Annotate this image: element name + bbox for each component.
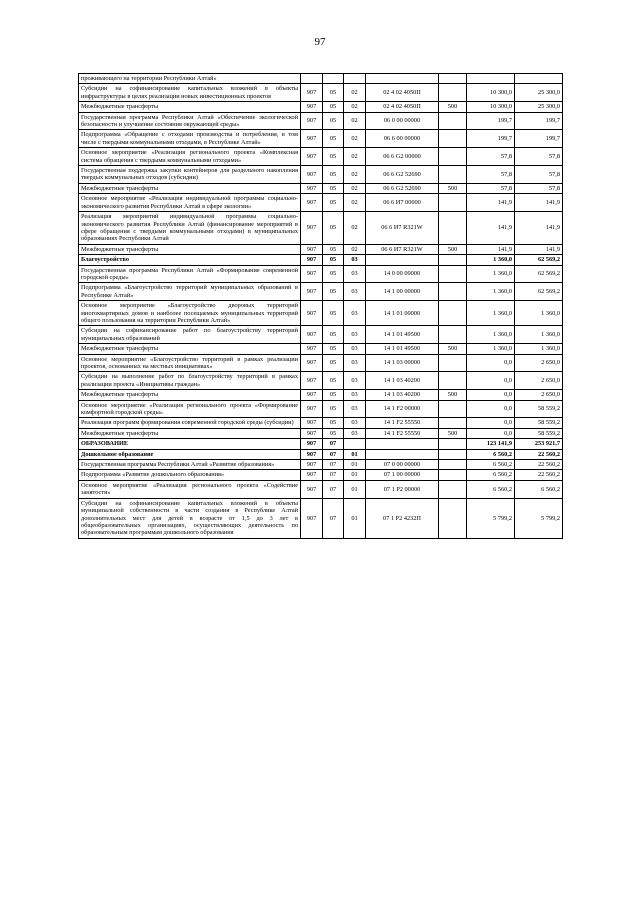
row-amount-year1-cell: 57,8 bbox=[467, 183, 515, 193]
row-name-cell: Государственная поддержка закупки контейнеров для раздельного накопления твердых коммунальных отходов (субсидии) bbox=[79, 166, 301, 184]
row-target-article-cell: 14 1 03 40200 bbox=[366, 390, 439, 400]
row-subsection-cell: 03 bbox=[344, 326, 366, 344]
table-row bbox=[79, 283, 563, 301]
table-row bbox=[79, 148, 563, 166]
row-amount-year2-cell: 2 650,0 bbox=[515, 372, 563, 390]
row-subsection-cell: 02 bbox=[344, 112, 366, 130]
row-grbs-cell: 907 bbox=[301, 439, 323, 449]
row-expense-type-cell bbox=[439, 480, 467, 498]
row-amount-year2-cell: 5 799,2 bbox=[515, 498, 563, 538]
row-amount-year2-cell: 57,8 bbox=[515, 148, 563, 166]
row-amount-year1-cell: 123 141,9 bbox=[467, 439, 515, 449]
row-grbs-cell: 907 bbox=[301, 498, 323, 538]
row-target-article-cell: 02 4 02 4050П bbox=[366, 84, 439, 102]
row-target-article-cell: 07 0 00 00000 bbox=[366, 460, 439, 470]
row-amount-year1-cell: 1 360,0 bbox=[467, 265, 515, 283]
row-expense-type-cell bbox=[439, 255, 467, 265]
row-expense-type-cell bbox=[439, 449, 467, 459]
row-name-cell: Подпрограмма «Развитие дошкольного образования» bbox=[79, 470, 301, 480]
row-grbs-cell bbox=[301, 74, 323, 84]
row-subsection-cell: 01 bbox=[344, 460, 366, 470]
row-section-cell: 05 bbox=[323, 265, 344, 283]
row-amount-year1-cell: 10 300,0 bbox=[467, 84, 515, 102]
row-section-cell: 05 bbox=[323, 326, 344, 344]
row-expense-type-cell bbox=[439, 148, 467, 166]
row-grbs-cell: 907 bbox=[301, 460, 323, 470]
table-row bbox=[79, 84, 563, 102]
row-grbs-cell: 907 bbox=[301, 102, 323, 112]
table-row bbox=[79, 112, 563, 130]
row-subsection-cell: 03 bbox=[344, 390, 366, 400]
row-amount-year2-cell: 62 569,2 bbox=[515, 265, 563, 283]
row-expense-type-cell bbox=[439, 74, 467, 84]
row-amount-year2-cell: 57,8 bbox=[515, 166, 563, 184]
row-grbs-cell: 907 bbox=[301, 148, 323, 166]
row-amount-year1-cell: 1 360,0 bbox=[467, 326, 515, 344]
row-expense-type-cell bbox=[439, 84, 467, 102]
row-expense-type-cell bbox=[439, 470, 467, 480]
row-grbs-cell: 907 bbox=[301, 301, 323, 326]
row-grbs-cell: 907 bbox=[301, 255, 323, 265]
table-row bbox=[79, 183, 563, 193]
row-amount-year1-cell: 1 360,0 bbox=[467, 344, 515, 354]
row-subsection-cell: 03 bbox=[344, 418, 366, 428]
table-row bbox=[79, 372, 563, 390]
row-grbs-cell: 907 bbox=[301, 390, 323, 400]
row-subsection-cell: 02 bbox=[344, 183, 366, 193]
row-grbs-cell: 907 bbox=[301, 244, 323, 254]
row-amount-year1-cell: 5 799,2 bbox=[467, 498, 515, 538]
table-row bbox=[79, 439, 563, 449]
row-target-article-cell: 14 1 F2 55550 bbox=[366, 418, 439, 428]
table-row bbox=[79, 460, 563, 470]
row-target-article-cell: 14 0 00 00000 bbox=[366, 265, 439, 283]
table-row bbox=[79, 390, 563, 400]
row-name-cell: Государственная программа Республики Алтай «Формирование современной городской среды» bbox=[79, 265, 301, 283]
row-section-cell: 05 bbox=[323, 102, 344, 112]
row-name-cell: Основное мероприятие «Реализация регионального проекта «Комплексная система обращения с твердыми коммунальными отходами» bbox=[79, 148, 301, 166]
row-amount-year1-cell: 141,9 bbox=[467, 244, 515, 254]
row-amount-year1-cell: 141,9 bbox=[467, 212, 515, 245]
row-grbs-cell: 907 bbox=[301, 326, 323, 344]
row-subsection-cell: 02 bbox=[344, 194, 366, 212]
table-row bbox=[79, 244, 563, 254]
row-target-article-cell: 14 1 01 49500 bbox=[366, 344, 439, 354]
row-section-cell: 07 bbox=[323, 460, 344, 470]
row-amount-year1-cell bbox=[467, 74, 515, 84]
row-section-cell: 05 bbox=[323, 428, 344, 438]
row-section-cell: 05 bbox=[323, 344, 344, 354]
row-subsection-cell: 02 bbox=[344, 166, 366, 184]
row-grbs-cell: 907 bbox=[301, 372, 323, 390]
budget-table bbox=[78, 73, 563, 539]
row-amount-year2-cell: 1 360,0 bbox=[515, 326, 563, 344]
row-subsection-cell: 02 bbox=[344, 212, 366, 245]
row-expense-type-cell bbox=[439, 265, 467, 283]
row-name-cell: Благоустройство bbox=[79, 255, 301, 265]
row-name-cell: Основное мероприятие «Благоустройство территорий в рамках реализации проектов, основанных на местных инициативах» bbox=[79, 354, 301, 372]
row-amount-year1-cell: 6 560,2 bbox=[467, 449, 515, 459]
row-expense-type-cell bbox=[439, 439, 467, 449]
row-section-cell: 05 bbox=[323, 194, 344, 212]
row-section-cell: 05 bbox=[323, 183, 344, 193]
row-amount-year1-cell: 1 360,0 bbox=[467, 283, 515, 301]
table-row bbox=[79, 74, 563, 84]
row-grbs-cell: 907 bbox=[301, 344, 323, 354]
row-expense-type-cell: 500 bbox=[439, 183, 467, 193]
row-subsection-cell: 03 bbox=[344, 283, 366, 301]
row-target-article-cell bbox=[366, 439, 439, 449]
table-row bbox=[79, 428, 563, 438]
row-grbs-cell: 907 bbox=[301, 212, 323, 245]
row-amount-year1-cell: 141,9 bbox=[467, 194, 515, 212]
table-row bbox=[79, 212, 563, 245]
row-subsection-cell: 02 bbox=[344, 244, 366, 254]
row-amount-year2-cell: 2 650,0 bbox=[515, 354, 563, 372]
row-expense-type-cell bbox=[439, 130, 467, 148]
row-grbs-cell: 907 bbox=[301, 470, 323, 480]
row-section-cell: 05 bbox=[323, 212, 344, 245]
row-amount-year2-cell: 253 921,7 bbox=[515, 439, 563, 449]
row-expense-type-cell: 500 bbox=[439, 428, 467, 438]
row-amount-year1-cell: 0,0 bbox=[467, 354, 515, 372]
row-subsection-cell: 01 bbox=[344, 470, 366, 480]
row-subsection-cell: 02 bbox=[344, 84, 366, 102]
row-section-cell bbox=[323, 74, 344, 84]
row-section-cell: 07 bbox=[323, 470, 344, 480]
row-subsection-cell: 01 bbox=[344, 449, 366, 459]
row-amount-year2-cell: 62 569,2 bbox=[515, 283, 563, 301]
row-target-article-cell: 06 0 00 00000 bbox=[366, 112, 439, 130]
row-target-article-cell: 06 6 G2 52690 bbox=[366, 183, 439, 193]
row-subsection-cell: 03 bbox=[344, 400, 366, 418]
row-name-cell: Межбюджетные трансферты bbox=[79, 428, 301, 438]
row-name-cell: Основное мероприятие «Реализация регионального проекта «Формирование комфортной городской среды» bbox=[79, 400, 301, 418]
row-name-cell: Основное мероприятие «Реализация индивидуальной программы социально-экономического развития Республики Алтай в сфере экологии» bbox=[79, 194, 301, 212]
row-grbs-cell: 907 bbox=[301, 84, 323, 102]
row-target-article-cell: 14 1 03 00000 bbox=[366, 354, 439, 372]
row-amount-year1-cell: 57,8 bbox=[467, 166, 515, 184]
budget-table-body bbox=[79, 74, 563, 539]
row-expense-type-cell bbox=[439, 354, 467, 372]
row-expense-type-cell bbox=[439, 460, 467, 470]
row-target-article-cell: 06 6 00 00000 bbox=[366, 130, 439, 148]
row-name-cell: ОБРАЗОВАНИЕ bbox=[79, 439, 301, 449]
row-name-cell: Субсидии на выполнение работ по благоустройству территорий в рамках реализации проекта «Инициативы граждан» bbox=[79, 372, 301, 390]
table-row bbox=[79, 354, 563, 372]
table-row bbox=[79, 194, 563, 212]
row-grbs-cell: 907 bbox=[301, 283, 323, 301]
row-amount-year2-cell: 58 559,2 bbox=[515, 400, 563, 418]
row-subsection-cell: 03 bbox=[344, 354, 366, 372]
row-amount-year1-cell: 0,0 bbox=[467, 428, 515, 438]
row-target-article-cell: 06 6 И7 R321W bbox=[366, 212, 439, 245]
row-amount-year1-cell: 6 560,2 bbox=[467, 470, 515, 480]
row-amount-year2-cell: 1 360,0 bbox=[515, 344, 563, 354]
row-target-article-cell: 02 4 02 4050П bbox=[366, 102, 439, 112]
row-amount-year2-cell: 1 360,0 bbox=[515, 301, 563, 326]
row-amount-year2-cell: 25 300,0 bbox=[515, 102, 563, 112]
row-section-cell: 05 bbox=[323, 301, 344, 326]
row-name-cell: Подпрограмма «Благоустройство территорий муниципальных образований в Республике Алтай» bbox=[79, 283, 301, 301]
row-section-cell: 05 bbox=[323, 244, 344, 254]
row-name-cell: Субсидии на софинансирование работ по благоустройству территорий муниципальных образований bbox=[79, 326, 301, 344]
row-amount-year2-cell: 22 560,2 bbox=[515, 449, 563, 459]
row-expense-type-cell bbox=[439, 194, 467, 212]
row-grbs-cell: 907 bbox=[301, 428, 323, 438]
row-amount-year2-cell: 141,9 bbox=[515, 244, 563, 254]
row-amount-year2-cell: 199,7 bbox=[515, 112, 563, 130]
row-name-cell: Дошкольное образование bbox=[79, 449, 301, 459]
row-name-cell: Реализация мероприятий индивидуальной программы социально-экономического развития Республики Алтай (финансирование мероприятий в сфере обращения с твердыми коммунальными отходами) в муниципальных образованиях Республики Алтай bbox=[79, 212, 301, 245]
row-grbs-cell: 907 bbox=[301, 418, 323, 428]
row-expense-type-cell bbox=[439, 301, 467, 326]
table-row bbox=[79, 470, 563, 480]
table-row bbox=[79, 449, 563, 459]
table-row bbox=[79, 400, 563, 418]
row-expense-type-cell: 500 bbox=[439, 244, 467, 254]
row-section-cell: 05 bbox=[323, 166, 344, 184]
row-target-article-cell bbox=[366, 255, 439, 265]
table-row bbox=[79, 130, 563, 148]
row-section-cell: 05 bbox=[323, 418, 344, 428]
row-subsection-cell: 03 bbox=[344, 344, 366, 354]
row-name-cell: Реализация программ формирования современной городской среды (субсидии) bbox=[79, 418, 301, 428]
row-target-article-cell: 07 1 00 00000 bbox=[366, 470, 439, 480]
row-amount-year2-cell: 2 650,0 bbox=[515, 390, 563, 400]
row-expense-type-cell bbox=[439, 166, 467, 184]
row-section-cell: 05 bbox=[323, 400, 344, 418]
row-amount-year2-cell: 58 559,2 bbox=[515, 418, 563, 428]
row-expense-type-cell: 500 bbox=[439, 102, 467, 112]
table-row bbox=[79, 301, 563, 326]
row-amount-year2-cell: 58 559,2 bbox=[515, 428, 563, 438]
row-expense-type-cell bbox=[439, 372, 467, 390]
row-target-article-cell: 14 1 00 00000 bbox=[366, 283, 439, 301]
row-target-article-cell: 14 1 F2 55550 bbox=[366, 428, 439, 438]
row-grbs-cell: 907 bbox=[301, 112, 323, 130]
row-amount-year1-cell: 10 300,0 bbox=[467, 102, 515, 112]
row-target-article-cell: 06 6 И7 R321W bbox=[366, 244, 439, 254]
row-subsection-cell: 03 bbox=[344, 301, 366, 326]
row-expense-type-cell bbox=[439, 326, 467, 344]
row-target-article-cell: 14 1 F2 00000 bbox=[366, 400, 439, 418]
row-amount-year2-cell bbox=[515, 74, 563, 84]
row-name-cell: проживающего на территории Республики Алтай» bbox=[79, 74, 301, 84]
row-subsection-cell: 02 bbox=[344, 102, 366, 112]
row-target-article-cell: 07 1 P2 4232П bbox=[366, 498, 439, 538]
row-target-article-cell: 14 1 03 40200 bbox=[366, 372, 439, 390]
row-subsection-cell: 02 bbox=[344, 148, 366, 166]
row-amount-year2-cell: 62 569,2 bbox=[515, 255, 563, 265]
row-name-cell: Субсидии на софинансирование капитальных вложений в объекты муниципальной собственности в части создания в Республике Алтай дополнительных мест для детей в возрасте от 1,5 до 3 лет в общеобразовательных организациях, осуществляющих деятельность по образовательным программам дошкольного образования bbox=[79, 498, 301, 538]
row-expense-type-cell bbox=[439, 283, 467, 301]
table-row bbox=[79, 498, 563, 538]
row-grbs-cell: 907 bbox=[301, 130, 323, 148]
row-target-article-cell: 06 6 И7 00000 bbox=[366, 194, 439, 212]
row-amount-year1-cell: 57,8 bbox=[467, 148, 515, 166]
row-name-cell: Государственная программа Республики Алтай «Обеспечение экологической безопасности и улучшение состояния окружающей среды» bbox=[79, 112, 301, 130]
row-name-cell: Межбюджетные трансферты bbox=[79, 102, 301, 112]
row-section-cell: 05 bbox=[323, 354, 344, 372]
row-target-article-cell bbox=[366, 449, 439, 459]
table-row bbox=[79, 166, 563, 184]
table-row bbox=[79, 480, 563, 498]
row-grbs-cell: 907 bbox=[301, 166, 323, 184]
row-name-cell: Межбюджетные трансферты bbox=[79, 344, 301, 354]
row-expense-type-cell bbox=[439, 418, 467, 428]
row-section-cell: 07 bbox=[323, 480, 344, 498]
row-expense-type-cell: 500 bbox=[439, 390, 467, 400]
row-subsection-cell bbox=[344, 439, 366, 449]
table-row bbox=[79, 344, 563, 354]
row-amount-year2-cell: 25 300,0 bbox=[515, 84, 563, 102]
row-name-cell: Государственная программа Республики Алтай «Развитие образования» bbox=[79, 460, 301, 470]
row-amount-year1-cell: 0,0 bbox=[467, 372, 515, 390]
row-grbs-cell: 907 bbox=[301, 265, 323, 283]
row-subsection-cell: 01 bbox=[344, 498, 366, 538]
row-amount-year1-cell: 0,0 bbox=[467, 418, 515, 428]
row-amount-year1-cell: 6 560,2 bbox=[467, 460, 515, 470]
table-row bbox=[79, 255, 563, 265]
row-section-cell: 05 bbox=[323, 130, 344, 148]
table-row bbox=[79, 418, 563, 428]
row-target-article-cell: 06 6 G2 52690 bbox=[366, 166, 439, 184]
row-section-cell: 05 bbox=[323, 148, 344, 166]
page-number: 97 bbox=[314, 36, 326, 48]
row-grbs-cell: 907 bbox=[301, 354, 323, 372]
row-section-cell: 07 bbox=[323, 449, 344, 459]
row-amount-year1-cell: 1 360,0 bbox=[467, 301, 515, 326]
row-subsection-cell: 03 bbox=[344, 428, 366, 438]
row-expense-type-cell bbox=[439, 498, 467, 538]
row-grbs-cell: 907 bbox=[301, 183, 323, 193]
row-name-cell: Межбюджетные трансферты bbox=[79, 183, 301, 193]
table-row bbox=[79, 102, 563, 112]
row-subsection-cell bbox=[344, 74, 366, 84]
row-name-cell: Межбюджетные трансферты bbox=[79, 244, 301, 254]
row-subsection-cell: 03 bbox=[344, 265, 366, 283]
row-amount-year1-cell: 0,0 bbox=[467, 400, 515, 418]
row-amount-year2-cell: 141,9 bbox=[515, 194, 563, 212]
row-section-cell: 05 bbox=[323, 255, 344, 265]
row-section-cell: 05 bbox=[323, 283, 344, 301]
row-name-cell: Основное мероприятие «Реализация регионального проекта «Содействие занятости» bbox=[79, 480, 301, 498]
row-target-article-cell bbox=[366, 74, 439, 84]
row-amount-year2-cell: 22 560,2 bbox=[515, 460, 563, 470]
row-amount-year2-cell: 57,8 bbox=[515, 183, 563, 193]
row-grbs-cell: 907 bbox=[301, 480, 323, 498]
row-amount-year2-cell: 22 560,2 bbox=[515, 470, 563, 480]
row-amount-year1-cell: 199,7 bbox=[467, 112, 515, 130]
row-name-cell: Межбюджетные трансферты bbox=[79, 390, 301, 400]
row-target-article-cell: 07 1 P2 00000 bbox=[366, 480, 439, 498]
row-amount-year2-cell: 141,9 bbox=[515, 212, 563, 245]
row-amount-year1-cell: 1 360,0 bbox=[467, 255, 515, 265]
row-amount-year2-cell: 6 560,2 bbox=[515, 480, 563, 498]
row-name-cell: Субсидии на софинансирование капитальных вложений в объекты инфраструктуры в целях реализации новых инвестиционных проектов bbox=[79, 84, 301, 102]
row-section-cell: 05 bbox=[323, 112, 344, 130]
row-section-cell: 07 bbox=[323, 439, 344, 449]
row-target-article-cell: 06 6 G2 00000 bbox=[366, 148, 439, 166]
row-section-cell: 05 bbox=[323, 390, 344, 400]
row-subsection-cell: 03 bbox=[344, 372, 366, 390]
row-name-cell: Основное мероприятие «Благоустройство дворовых территорий многоквартирных домов и наиболее посещаемых муниципальных территорий общего пользования на территории Республики Алтай» bbox=[79, 301, 301, 326]
row-subsection-cell: 01 bbox=[344, 480, 366, 498]
row-section-cell: 05 bbox=[323, 84, 344, 102]
table-row bbox=[79, 265, 563, 283]
row-expense-type-cell bbox=[439, 112, 467, 130]
row-target-article-cell: 14 1 01 00000 bbox=[366, 301, 439, 326]
row-target-article-cell: 14 1 01 49500 bbox=[366, 326, 439, 344]
row-subsection-cell: 02 bbox=[344, 130, 366, 148]
row-amount-year1-cell: 0,0 bbox=[467, 390, 515, 400]
row-section-cell: 05 bbox=[323, 372, 344, 390]
row-grbs-cell: 907 bbox=[301, 449, 323, 459]
row-expense-type-cell bbox=[439, 400, 467, 418]
row-grbs-cell: 907 bbox=[301, 194, 323, 212]
row-grbs-cell: 907 bbox=[301, 400, 323, 418]
table-row bbox=[79, 326, 563, 344]
row-amount-year1-cell: 6 560,2 bbox=[467, 480, 515, 498]
row-name-cell: Подпрограмма «Обращение с отходами производства и потребления, в том числе с твердыми коммунальными отходами, в Республике Алтай» bbox=[79, 130, 301, 148]
row-amount-year1-cell: 199,7 bbox=[467, 130, 515, 148]
row-section-cell: 07 bbox=[323, 498, 344, 538]
row-subsection-cell: 03 bbox=[344, 255, 366, 265]
row-expense-type-cell: 500 bbox=[439, 344, 467, 354]
row-amount-year2-cell: 199,7 bbox=[515, 130, 563, 148]
row-expense-type-cell bbox=[439, 212, 467, 245]
